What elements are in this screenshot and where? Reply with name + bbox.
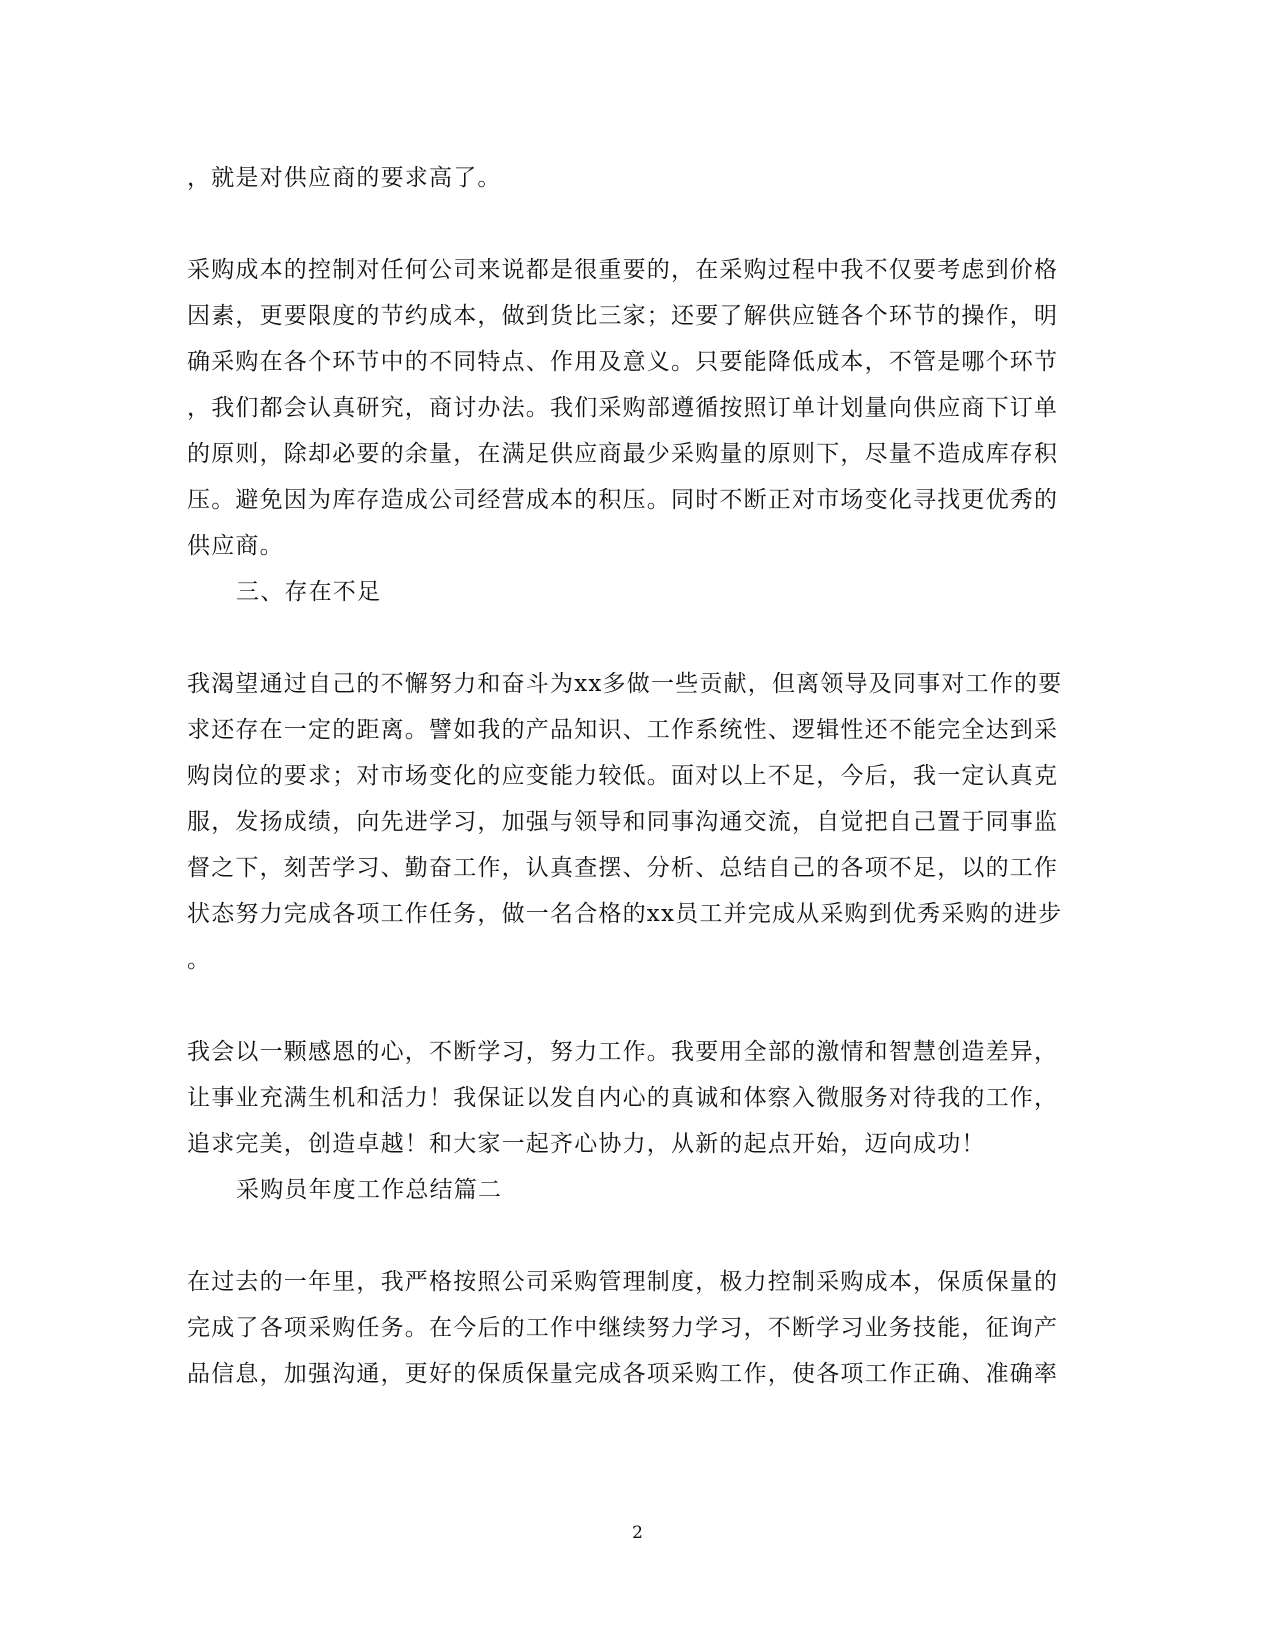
text-line: 督之下，刻苦学习、勤奋工作，认真查摆、分析、总结自己的各项不足，以的工作 bbox=[187, 855, 1059, 881]
text-line: 的原则，除却必要的余量，在满足供应商最少采购量的原则下，尽量不造成库存积 bbox=[187, 441, 1059, 467]
text-line: 让事业充满生机和活力！我保证以发自内心的真诚和体察入微服务对待我的工作， bbox=[187, 1085, 1059, 1111]
text-line: 品信息，加强沟通，更好的保质保量完成各项采购工作，使各项工作正确、准确率 bbox=[187, 1361, 1059, 1387]
page-number: 2 bbox=[632, 1523, 643, 1543]
text-line: 确采购在各个环节中的不同特点、作用及意义。只要能降低成本，不管是哪个环节 bbox=[187, 349, 1059, 375]
text-line: ，我们都会认真研究，商讨办法。我们采购部遵循按照订单计划量向供应商下订单 bbox=[187, 395, 1059, 421]
section-heading: 三、存在不足 bbox=[236, 579, 382, 605]
text-line: 因素，更要限度的节约成本，做到货比三家；还要了解供应链各个环节的操作，明 bbox=[187, 303, 1059, 329]
text-line: 服，发扬成绩，向先进学习，加强与领导和同事沟通交流，自觉把自己置于同事监 bbox=[187, 809, 1059, 835]
text-line: 采购成本的控制对任何公司来说都是很重要的，在采购过程中我不仅要考虑到价格 bbox=[187, 257, 1059, 283]
text-line: ，就是对供应商的要求高了。 bbox=[187, 165, 502, 191]
text-line: 追求完美，创造卓越！和大家一起齐心协力，从新的起点开始，迈向成功！ bbox=[187, 1131, 986, 1157]
text-line: 状态努力完成各项工作任务，做一名合格的xx员工并完成从采购到优秀采购的进步 bbox=[187, 901, 1063, 927]
text-line: 。 bbox=[187, 947, 212, 973]
text-line: 我渴望通过自己的不懈努力和奋斗为xx多做一些贡献，但离领导及同事对工作的要 bbox=[187, 671, 1063, 697]
text-line: 求还存在一定的距离。譬如我的产品知识、工作系统性、逻辑性还不能完全达到采 bbox=[187, 717, 1059, 743]
section-heading: 采购员年度工作总结篇二 bbox=[236, 1177, 503, 1203]
text-line: 供应商。 bbox=[187, 533, 284, 559]
text-line: 压。避免因为库存造成公司经营成本的积压。同时不断正对市场变化寻找更优秀的 bbox=[187, 487, 1059, 513]
text-line: 购岗位的要求；对市场变化的应变能力较低。面对以上不足，今后，我一定认真克 bbox=[187, 763, 1059, 789]
text-line: 完成了各项采购任务。在今后的工作中继续努力学习，不断学习业务技能，征询产 bbox=[187, 1315, 1059, 1341]
text-line: 我会以一颗感恩的心，不断学习，努力工作。我要用全部的激情和智慧创造差异， bbox=[187, 1039, 1059, 1065]
text-line: 在过去的一年里，我严格按照公司采购管理制度，极力控制采购成本，保质保量的 bbox=[187, 1269, 1059, 1295]
